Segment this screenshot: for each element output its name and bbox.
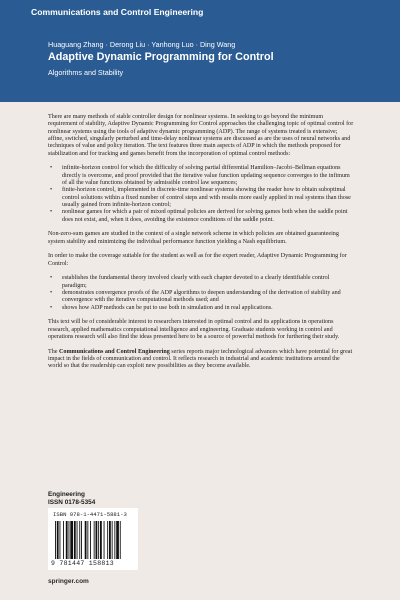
barcode-bar bbox=[69, 521, 70, 559]
coverage-paragraph: In order to make the coverage suitable for the student as well as for the expert reader, Adaptive Dynamic Programming for Control: bbox=[48, 253, 347, 267]
barcode-bar bbox=[85, 521, 87, 559]
series-name-bold: Communications and Control Engineering bbox=[59, 348, 170, 355]
list-item: • infinite-horizon control for which the difficulty of solving partial differential Hamilton–Jacobi–Bellman equations directly is overcome, and proof provided that the iterative value function updating sequence converges to the infimum of all the value functions obtained by admissible control law sequences; bbox=[48, 165, 354, 187]
coverage-list bbox=[48, 275, 354, 312]
website-domain: .com bbox=[73, 578, 89, 585]
barcode-bar bbox=[98, 521, 99, 559]
issn-label: ISSN 0178-5354 bbox=[48, 499, 96, 506]
authors: Huaguang Zhang · Derong Liu · Yanhong Luo · Ding Wang bbox=[48, 40, 236, 49]
list-item: • finite-horizon control, implemented in discrete-time nonlinear systems showing the reader how to obtain suboptimal control solutions within a fixed number of control steps and with results more easily applied in real systems than those usually gained from infinite-horizon control; bbox=[48, 187, 354, 209]
barcode-bars bbox=[55, 521, 131, 559]
website-name: springer bbox=[48, 578, 74, 585]
aspects-list bbox=[48, 165, 354, 224]
barcode-bar bbox=[120, 521, 121, 559]
barcode-number: 9 781447 158813 bbox=[51, 560, 115, 567]
barcode-bar bbox=[77, 521, 78, 559]
audience-paragraph: This text will be of considerable interest to researchers interested in optimal control and its applications in operations research, applied mathematics computational intelligence and engineering. Graduate students working in control and operations research will also find the ideas presented here to be a source of powerful methods for furthering their study. bbox=[48, 319, 340, 341]
book-title: Adaptive Dynamic Programming for Control bbox=[48, 51, 274, 63]
barcode-bar bbox=[90, 521, 91, 559]
isbn-text: ISBN 978-1-4471-5881-3 bbox=[53, 511, 127, 518]
list-item: • establishes the fundamental theory involved clearly with each chapter devoted to a clearly identifiable control paradigm; bbox=[48, 275, 354, 290]
book-subtitle: Algorithms and Stability bbox=[48, 68, 124, 77]
barcode-bar bbox=[94, 521, 95, 559]
barcode-bar bbox=[81, 521, 82, 559]
barcode-bar bbox=[104, 521, 105, 559]
barcode-bar bbox=[100, 521, 102, 559]
barcode-bar bbox=[57, 521, 59, 559]
barcode-bar bbox=[79, 521, 80, 559]
barcode-bar bbox=[74, 521, 76, 559]
barcode-bar bbox=[116, 521, 119, 559]
barcode-bar bbox=[112, 521, 113, 559]
series-paragraph bbox=[48, 349, 354, 371]
list-item: • shows how ADP methods can be put to use both in simulation and in real applications. bbox=[48, 305, 354, 312]
games-paragraph: Non-zero-sum games are studied in the context of a single network scheme in which policies are obtained guaranteeing system stability and minimizing the individual performance function yielding a Nash equilibrium. bbox=[48, 231, 339, 245]
barcode-bar bbox=[107, 521, 108, 559]
barcode-bar bbox=[55, 521, 56, 559]
barcode-bar bbox=[109, 521, 111, 559]
barcode bbox=[48, 508, 138, 570]
subject-label: Engineering bbox=[48, 491, 85, 498]
blurb bbox=[48, 114, 354, 378]
publisher-website bbox=[48, 578, 89, 585]
barcode-bar bbox=[66, 521, 68, 559]
cover-header bbox=[0, 0, 400, 102]
series-title: Communications and Control Engineering bbox=[31, 7, 204, 17]
barcode-bar bbox=[70, 521, 73, 559]
barcode-bar bbox=[60, 521, 61, 559]
intro-paragraph: There are many methods of stable controller design for nonlinear systems. In seeking to go beyond the minimum requirement of stability, Adaptive Dynamic Programming for Control approaches the challenging topic of optimal control for nonlinear systems using the tools of adaptive dynamic programming (ADP). The range of systems treated is extensive; affine, switched, singularly perturbed and time-delay nonlinear systems are discussed as are the uses of neural networks and techniques of value and policy iteration. The text features three main aspects of ADP in which the methods proposed for stabilization and for tracking and games benefit from the incorporation of optimal control methods: bbox=[48, 114, 354, 157]
barcode-bar bbox=[96, 521, 98, 559]
list-item: • nonlinear games for which a pair of mixed optimal policies are derived for solving games both when the saddle point does not exist, and, when it does, avoiding the existence conditions of the saddle point. bbox=[48, 209, 354, 224]
barcode-bar bbox=[87, 521, 88, 559]
barcode-bar bbox=[63, 521, 64, 559]
series-text-after: series reports major technological advances which have potential for great impact in the fields of communication and control. It reflects research in industrial and academic institutions around the world so that the readership can exploit new possibilities as they become available. bbox=[48, 348, 353, 370]
footer-label bbox=[48, 491, 95, 507]
series-text-before: The bbox=[48, 348, 59, 355]
barcode-bar bbox=[114, 521, 115, 559]
list-item: • demonstrates convergence proofs of the ADP algorithms to deepen understanding of the derivation of stability and convergence with the iterative computational methods used; and bbox=[48, 290, 354, 305]
